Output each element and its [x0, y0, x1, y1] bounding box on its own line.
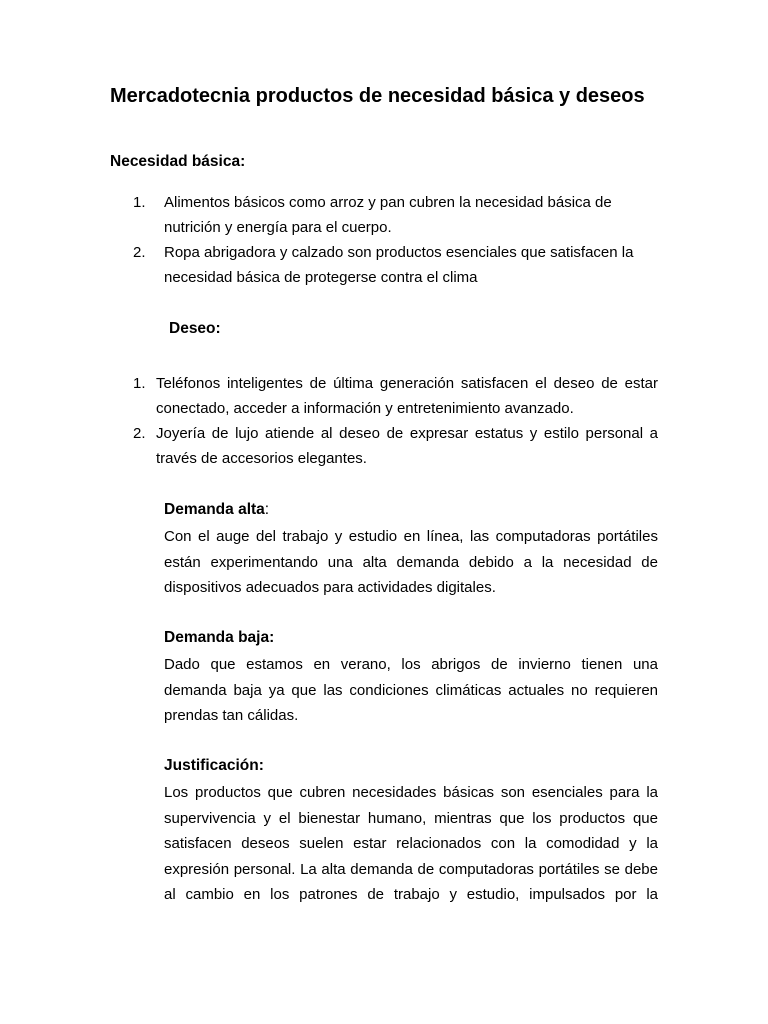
justificacion-section [164, 756, 658, 908]
list-item [133, 421, 658, 471]
demanda-alta-heading-text: Demanda alta [164, 501, 265, 518]
list-item-number: 2. [133, 244, 146, 261]
justificacion-paragraph: Los productos que cubren necesidades básicas son esenciales para la supervivencia y el bienestar humano, mientras que los productos que satisfacen deseos suelen estar relacionados con la comodidad y la expresión personal. La alta demanda de computadoras portátiles se debe al cambio en los patrones de trabajo y estudio, impulsados por la [164, 784, 658, 903]
list-item [133, 190, 658, 240]
list-item [133, 371, 658, 421]
demanda-alta-paragraph: Con el auge del trabajo y estudio en línea, las computadoras portátiles están experimentando una alta demanda debido a la necesidad de dispositivos adecuados para actividades digitales. [164, 528, 658, 596]
demanda-baja-heading: Demanda baja: [164, 629, 275, 646]
demanda-alta-heading [164, 500, 658, 520]
necesidad-basica-list [133, 190, 658, 290]
list-item-text: Joyería de lujo atiende al deseo de expresar estatus y estilo personal a través de accesorios elegantes. [156, 425, 658, 467]
necesidad-basica-heading: Necesidad básica: [110, 153, 246, 170]
list-item-text: Alimentos básicos como arroz y pan cubren la necesidad básica de nutrición y energía para el cuerpo. [164, 194, 612, 236]
document-title: Mercadotecnia productos de necesidad básica y deseos [110, 85, 645, 107]
list-item [133, 240, 658, 290]
demanda-alta-section [164, 500, 658, 601]
deseo-list [133, 371, 658, 471]
list-item-text: Teléfonos inteligentes de última generación satisfacen el deseo de estar conectado, acceder a información y entretenimiento avanzado. [156, 375, 658, 417]
demanda-alta-heading-colon: : [264, 501, 270, 518]
list-item-text: Ropa abrigadora y calzado son productos esenciales que satisfacen la necesidad básica de protegerse contra el clima [164, 244, 634, 286]
list-item-number: 2. [133, 425, 146, 442]
demanda-baja-section [164, 628, 658, 729]
list-item-number: 1. [133, 375, 146, 392]
demanda-baja-paragraph: Dado que estamos en verano, los abrigos de invierno tienen una demanda baja ya que las condiciones climáticas actuales no requieren prendas tan cálidas. [164, 656, 658, 724]
deseo-heading: Deseo: [169, 320, 221, 337]
justificacion-heading: Justificación: [164, 757, 264, 774]
list-item-number: 1. [133, 194, 146, 211]
